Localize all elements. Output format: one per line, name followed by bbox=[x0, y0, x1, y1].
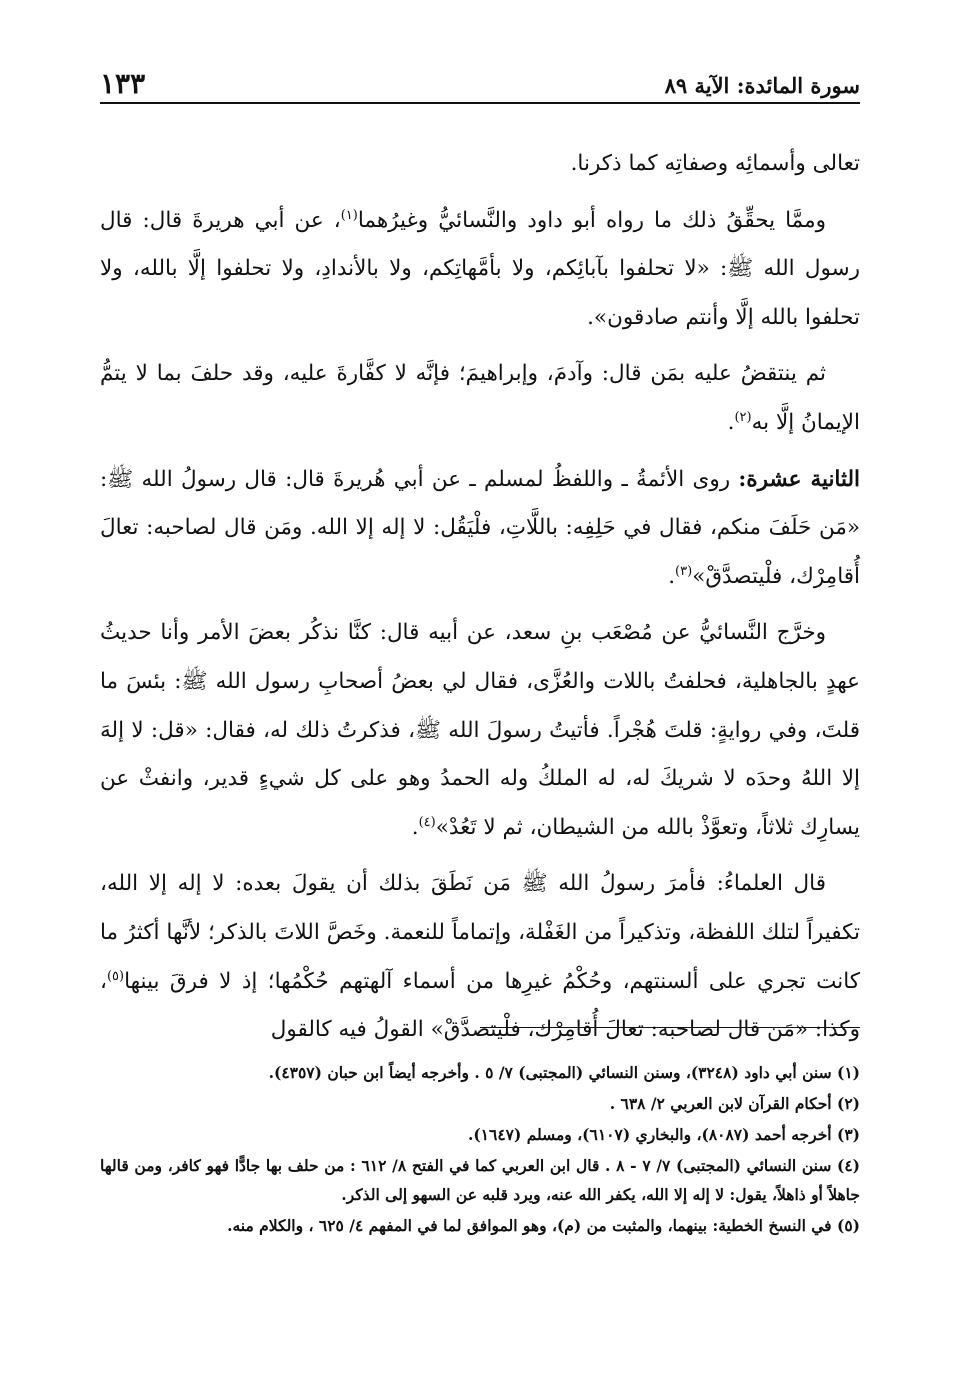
page-number: ١٣٣ bbox=[100, 67, 146, 100]
footnote-3: (٣) أخرجه أحمد (٨٠٨٧)، والبخاري (٦١٠٧)، ومسلم (١٦٤٧). bbox=[467, 1125, 860, 1144]
footnote-2: (٢) أحكام القرآن لابن العربي ٢/ ٦٣٨ . bbox=[609, 1094, 860, 1113]
footnote-ref-2[interactable]: (٢) bbox=[734, 409, 752, 425]
main-text bbox=[100, 140, 860, 1063]
footnote-4: (٤) سنن النسائي (المجتبى) ٧/ ٧ - ٨ . قال ابن العربي كما في الفتح ٨/ ٦١٢ : من حلف بها جادًّا فهو كافر، ومن قالها جاهلاً أو ذاهلاً، يقول: لا إله إلا الله، يكفر الله عنه، ويرد قلبه عن السهو إلى الذكر. bbox=[100, 1156, 861, 1204]
running-title: سورة المائدة: الآية ٨٩ bbox=[664, 73, 860, 98]
page-header bbox=[100, 62, 860, 104]
footnote-ref-3[interactable]: (٣) bbox=[675, 563, 693, 579]
paragraph-4: الثانية عشرة: روى الأئمةُ ـ واللفظُ لمسلم ـ عن أبي هُريرةَ قال: قال رسولُ الله ﷺ: «مَن حَلَفَ منكم، فقال في حَلِفِه: باللَّاتِ، فلْيَقُل: لا إله إلا الله. ومَن قال لصاحبه: تعالَ أُقامِرْك، فلْيتصدَّقْ»$^{(٣)}$. bbox=[100, 466, 860, 589]
footnote-ref-4[interactable]: (٤) bbox=[418, 814, 436, 830]
footnote-1: (١) سنن أبي داود (٣٢٤٨)، وسنن النسائي (المجتبى) ٧/ ٥ . وأخرجه أيضاً ابن حبان (٤٣٥٧). bbox=[268, 1063, 860, 1082]
footnote-ref-5[interactable]: (٥) bbox=[106, 968, 125, 984]
section-lead: الثانية عشرة: bbox=[738, 466, 860, 492]
paragraph-6: قال العلماءُ: فأمرَ رسولُ الله ﷺ مَن نَطَقَ بذلك أن يقولَ بعده: لا إله إلا الله، تكفيراً لتلك اللفظة، وتذكيراً من الغَفْلة، وإتماماً للنعمة. وخَصَّ اللاتَ بالذكر؛ لأنَّها أكثرُ ما كانت تجري على ألسنتهم، وحُكْمُ غيرِها من أسماء آلهتهم حُكْمُها؛ إذ لا فرقَ بينها$^{(٥)}$، وكذا: «مَن قال لصاحبه: تعالَ أُقامِرْك، فلْيتصدَّقْ» القولُ فيه كالقول bbox=[100, 871, 860, 1043]
paragraph-3: ثم ينتقضُ عليه بمَن قال: وآدمَ، وإبراهيمَ؛ فإنَّه لا كفَّارةَ عليه، وقد حلفَ بما لا يتمُّ الإيمانُ إلَّا به$^{(٢)}$. bbox=[100, 361, 860, 435]
footnote-5: (٥) في النسخ الخطية: بينهما، والمثبت من (م)، وهو الموافق لما في المفهم ٤/ ٦٢٥ ، والكلام منه. bbox=[227, 1216, 860, 1235]
paragraph-5: وخرَّج النَّسائيُّ عن مُصْعَب بنِ سعد، عن أبيه قال: كنَّا نذكُر بعضَ الأمر وأنا حديثُ عهدٍ بالجاهلية، فحلفتُ باللات والعُزَّى، فقال لي بعضُ أصحابِ رسول الله ﷺ: بئسَ ما قلتَ، وفي روايةٍ: قلتَ هُجْراً. فأتيتُ رسولَ الله ﷺ، فذكرتُ ذلك له، فقال: «قل: لا إلهَ إلا اللهُ وحدَه لا شريكَ له، له الملكُ وله الحمدُ وهو على كل شيءٍ قدير، وانفثْ عن يسارِك ثلاثاً، وتعوَّذْ بالله من الشيطان، ثم لا تَعُدْ»$^{(٤)}$. bbox=[100, 620, 860, 840]
paragraph-2: وممَّا يحقِّقُ ذلك ما رواه أبو داود والنَّسائيُّ وغيرُهما$^{(١)}$، عن أبي هريرةَ قال: قال رسول الله ﷺ: «لا تحلفوا بآبائِكم، ولا بأمَّهاتِكم، ولا بالأندادِ، ولا تحلفوا إلَّا بالله، ولا تحلفوا بالله إلَّا وأنتم صادقون». bbox=[100, 207, 860, 330]
footnotes bbox=[100, 1058, 860, 1242]
paragraph-1: تعالى وأسمائِه وصفاتِه كما ذكرنا. bbox=[570, 151, 860, 176]
footnote-ref-1[interactable]: (١) bbox=[340, 207, 358, 223]
footnote-divider bbox=[480, 1027, 860, 1028]
